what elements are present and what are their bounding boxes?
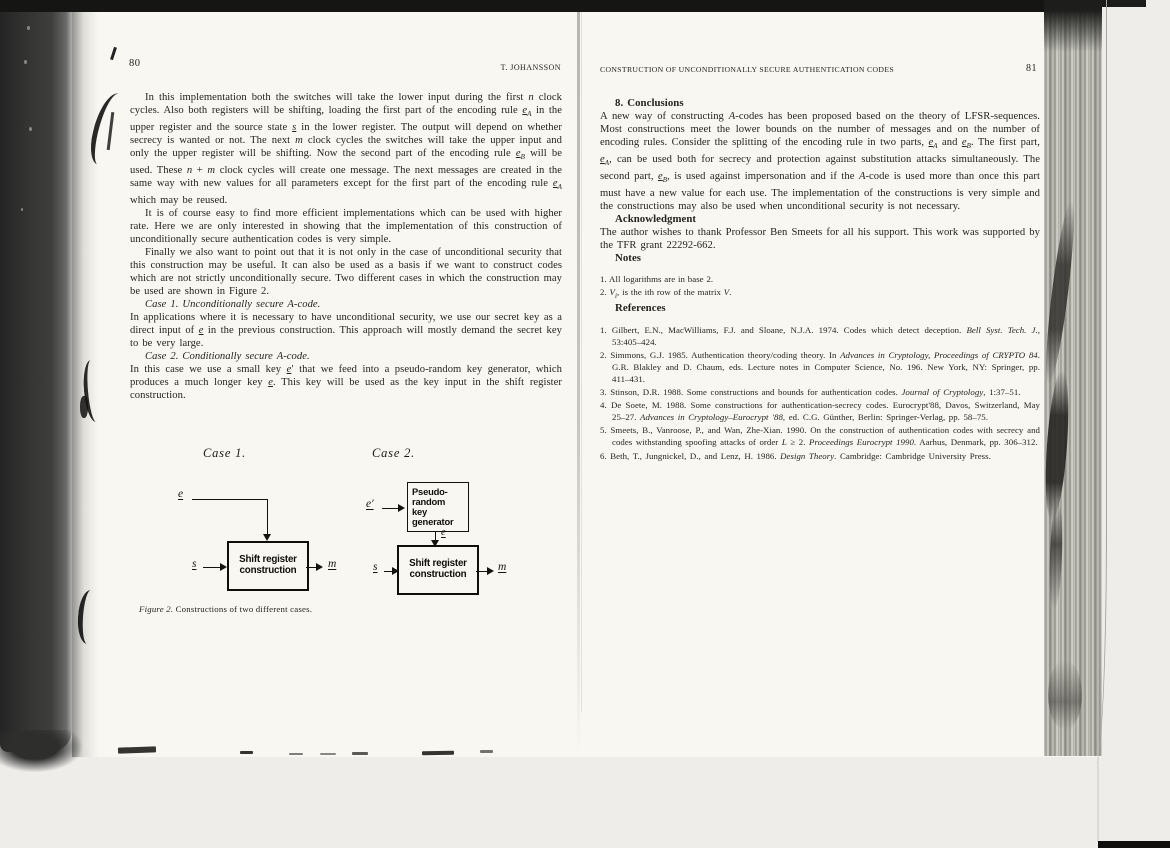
ink-smudge (80, 396, 88, 418)
conclusions-heading: 8. Conclusions (615, 97, 684, 109)
reference-item: 2. Simmons, G.J. 1985. Authentication theory/coding theory. In Advances in Cryptology, Proceedings of CRYPTO 84. G.R. Blakley and D. Chaum, eds. Lecture notes in Computer Science, No. 196. New York, NY: Springer, pp. 411–431. (600, 350, 1040, 384)
figure-case2-label: Case 2. (372, 446, 416, 460)
references-list (600, 325, 1040, 462)
reference-item: 6. Beth, T., Jungnickel, D., and Lenz, H. 1986. Design Theory. Cambridge: Cambridge University Press. (600, 450, 991, 461)
page-bottom-smudge (240, 751, 253, 754)
reference-item: 3. Stinson, D.R. 1988. Some constructions and bounds for authentication codes. Journal of Cryptology, 1:37–51. (600, 387, 1021, 398)
bottom-right-dark-strip (1098, 841, 1170, 848)
book-spine-shadow-band (0, 0, 72, 752)
case1-e-line-vertical (267, 499, 268, 535)
case2-box-line1: Shift register (409, 558, 467, 570)
case2-m-arrow-icon (487, 567, 494, 575)
right-text-column (600, 97, 1040, 464)
page-gutter-line (577, 12, 580, 755)
page-bottom-smudge (289, 753, 303, 755)
figure-2-caption (139, 604, 312, 614)
case1-s-arrow-icon (220, 563, 227, 571)
case1-m-arrow-icon (316, 563, 323, 571)
figure-2-diagram (130, 444, 560, 604)
case2-s-arrow-icon (392, 567, 399, 575)
notes-heading: Notes (615, 252, 642, 265)
case2-e-label: e (441, 527, 446, 538)
case2-box-line2: construction (409, 569, 467, 580)
case1-body: In applications where it is necessary to have unconditional security, we use our secret key as a direct input of e in the previous construction. This approach will mostly demand the secret key to be very large. (130, 312, 562, 350)
reference-item: 5. Smeets, B., Vanroose, P., and Wan, Zhe-Xian. 1990. On the construction of authentication codes with secrecy and codes withstanding spoofing attacks of order L ≥ 2. Proceedings Eurocrypt 1990. Aarhus, Denmark, pp. 306–312. (600, 425, 1040, 448)
left-text-column (130, 91, 562, 402)
notes-list (600, 273, 1040, 302)
case2-heading: Case 2. Conditionally secure A-code. (145, 351, 310, 363)
scan-speck (29, 127, 32, 131)
page-bottom-smudge (422, 751, 454, 756)
scanner-glass-line (1088, 0, 1107, 764)
note-item: 2. $V_i$, is the ith row of the matrix V. (600, 286, 732, 300)
left-running-head: T. JOHANSSON (500, 63, 561, 72)
prkg-line4: generator (412, 516, 454, 527)
case1-input-e-label: e (178, 488, 184, 500)
figure-caption-text: Constructions of two different cases. (173, 604, 313, 614)
paragraph-finally: Finally we also want to point out that it is not only in the case of unconditional security that this construction may be useful. It can also be used as a basis if we want to construct codes which are not strictly unconditionally secure. Two different cases in which the construction may be used are shown in Figure 2. (130, 247, 562, 298)
case1-box-line1: Shift register (239, 554, 297, 566)
prkg-line3: key (412, 506, 428, 517)
case1-heading: Case 1. Unconditionally secure A-code. (145, 299, 321, 311)
case1-shift-register-box (227, 541, 309, 591)
prkg-line2: random (412, 496, 446, 507)
case2-input-eprime-label: e′ (366, 498, 374, 510)
prkg-line1: Pseudo- (412, 486, 448, 497)
case1-box-line2: construction (239, 565, 297, 576)
case2-prkg-box (407, 482, 469, 532)
case2-output-m-label: m (498, 561, 507, 573)
acknowledgment-heading: Acknowledgment (615, 213, 697, 226)
acknowledgment-body: The author wishes to thank Professor Ben Smeets for all his support. This work was supported by the TFR grant 22292-662. (600, 227, 1040, 252)
case1-e-line-horizontal (192, 499, 268, 500)
page-bottom-smudge (352, 752, 368, 755)
reference-item: 4. De Soete, M. 1988. Some constructions for authentication-secrecy codes. Eurocrypt'88, Davos, Switzerland, May 25–27. Advances in Cryptology–Eurocrypt '88, ed. C.G. Günther, Berlin: Springer-Verlag, pp. 58–75. (600, 400, 1040, 423)
scan-speck (24, 60, 27, 64)
page-gutter-line-2 (581, 12, 582, 712)
right-page-number: 81 (1026, 63, 1037, 74)
scan-speck (27, 26, 30, 30)
conclusions-body: A new way of constructing A-codes has been proposed based on the theory of LFSR-sequences. Most constructions meet the lower bounds on the number of messages and on the number of encoding rules. Consider the splitting of the encoding rule in two parts, $e_A$ and $e_B$. The first part, $e_A$, can be used both for secrecy and protection against substitution attacks simultaneously. The second part, $e_B$, is used against impersonation and if the A-code is used more than once this part must have a new value for each use. The implementation of the constructions is very simple and the constructions may also be used when unconditional security is not necessary. (600, 111, 1040, 213)
scanner-top-edge (0, 0, 1066, 12)
page-bottom-smudge (320, 753, 336, 755)
paragraph-efficiency: It is of course easy to find more efficient implementations which can be used with higher rate. Here we are only interested in showing that the implementation of this construction of unconditionally secure authentication codes is very simple. (130, 208, 562, 246)
page-edge-streak (1048, 660, 1082, 730)
case1-input-s-label: s (192, 558, 197, 570)
case2-input-s-label: s (373, 561, 378, 573)
right-running-head: CONSTRUCTION OF UNCONDITIONALLY SECURE AUTHENTICATION CODES (600, 65, 894, 74)
case1-arrow-down-icon (263, 534, 271, 541)
paragraph-implementation: In this implementation both the switches will take the lower input during the first n clock cycles. Also both registers will be shifting, loading the first part of the encoding rule $e_A$ in the upper register and the source state s in the lower register. The output will depend on whether secrecy is wanted or not. The next m clock cycles the switches will take the upper input and only the upper register will be shifting. Now the second part of the encoding rule $e_B$ will be used. These n + m clock cycles will create one message. The next messages are created in the same way with new values for all parameters except for the first part of the encoding rule $e_A$ which may be reused. (130, 92, 562, 207)
references-heading: References (615, 302, 666, 315)
figure-caption-label: Figure 2. (139, 604, 174, 614)
case2-shift-register-box (397, 545, 479, 595)
page-bottom-smudge (480, 750, 493, 753)
bottom-right-edge-line (1097, 757, 1099, 842)
spine-band-foot (0, 730, 82, 772)
figure-case1-label: Case 1. (203, 446, 247, 460)
case1-output-m-label: m (328, 558, 337, 570)
case2-body: In this case we use a small key e′ that we feed into a pseudo-random key generator, which produces a much longer key e. This key will be used as the key input in the shift register construction. (130, 364, 562, 402)
note-item: 1. All logarithms are in base 2. (600, 274, 714, 285)
scan-speck (21, 208, 23, 211)
reference-item: 1. Gilbert, E.N., MacWilliams, F.J. and Sloane, N.J.A. 1974. Codes which detect deception. Bell Syst. Tech. J., 53:405–424. (600, 325, 1041, 347)
case2-eprime-arrow-icon (398, 504, 405, 512)
left-page-number: 80 (129, 58, 141, 69)
